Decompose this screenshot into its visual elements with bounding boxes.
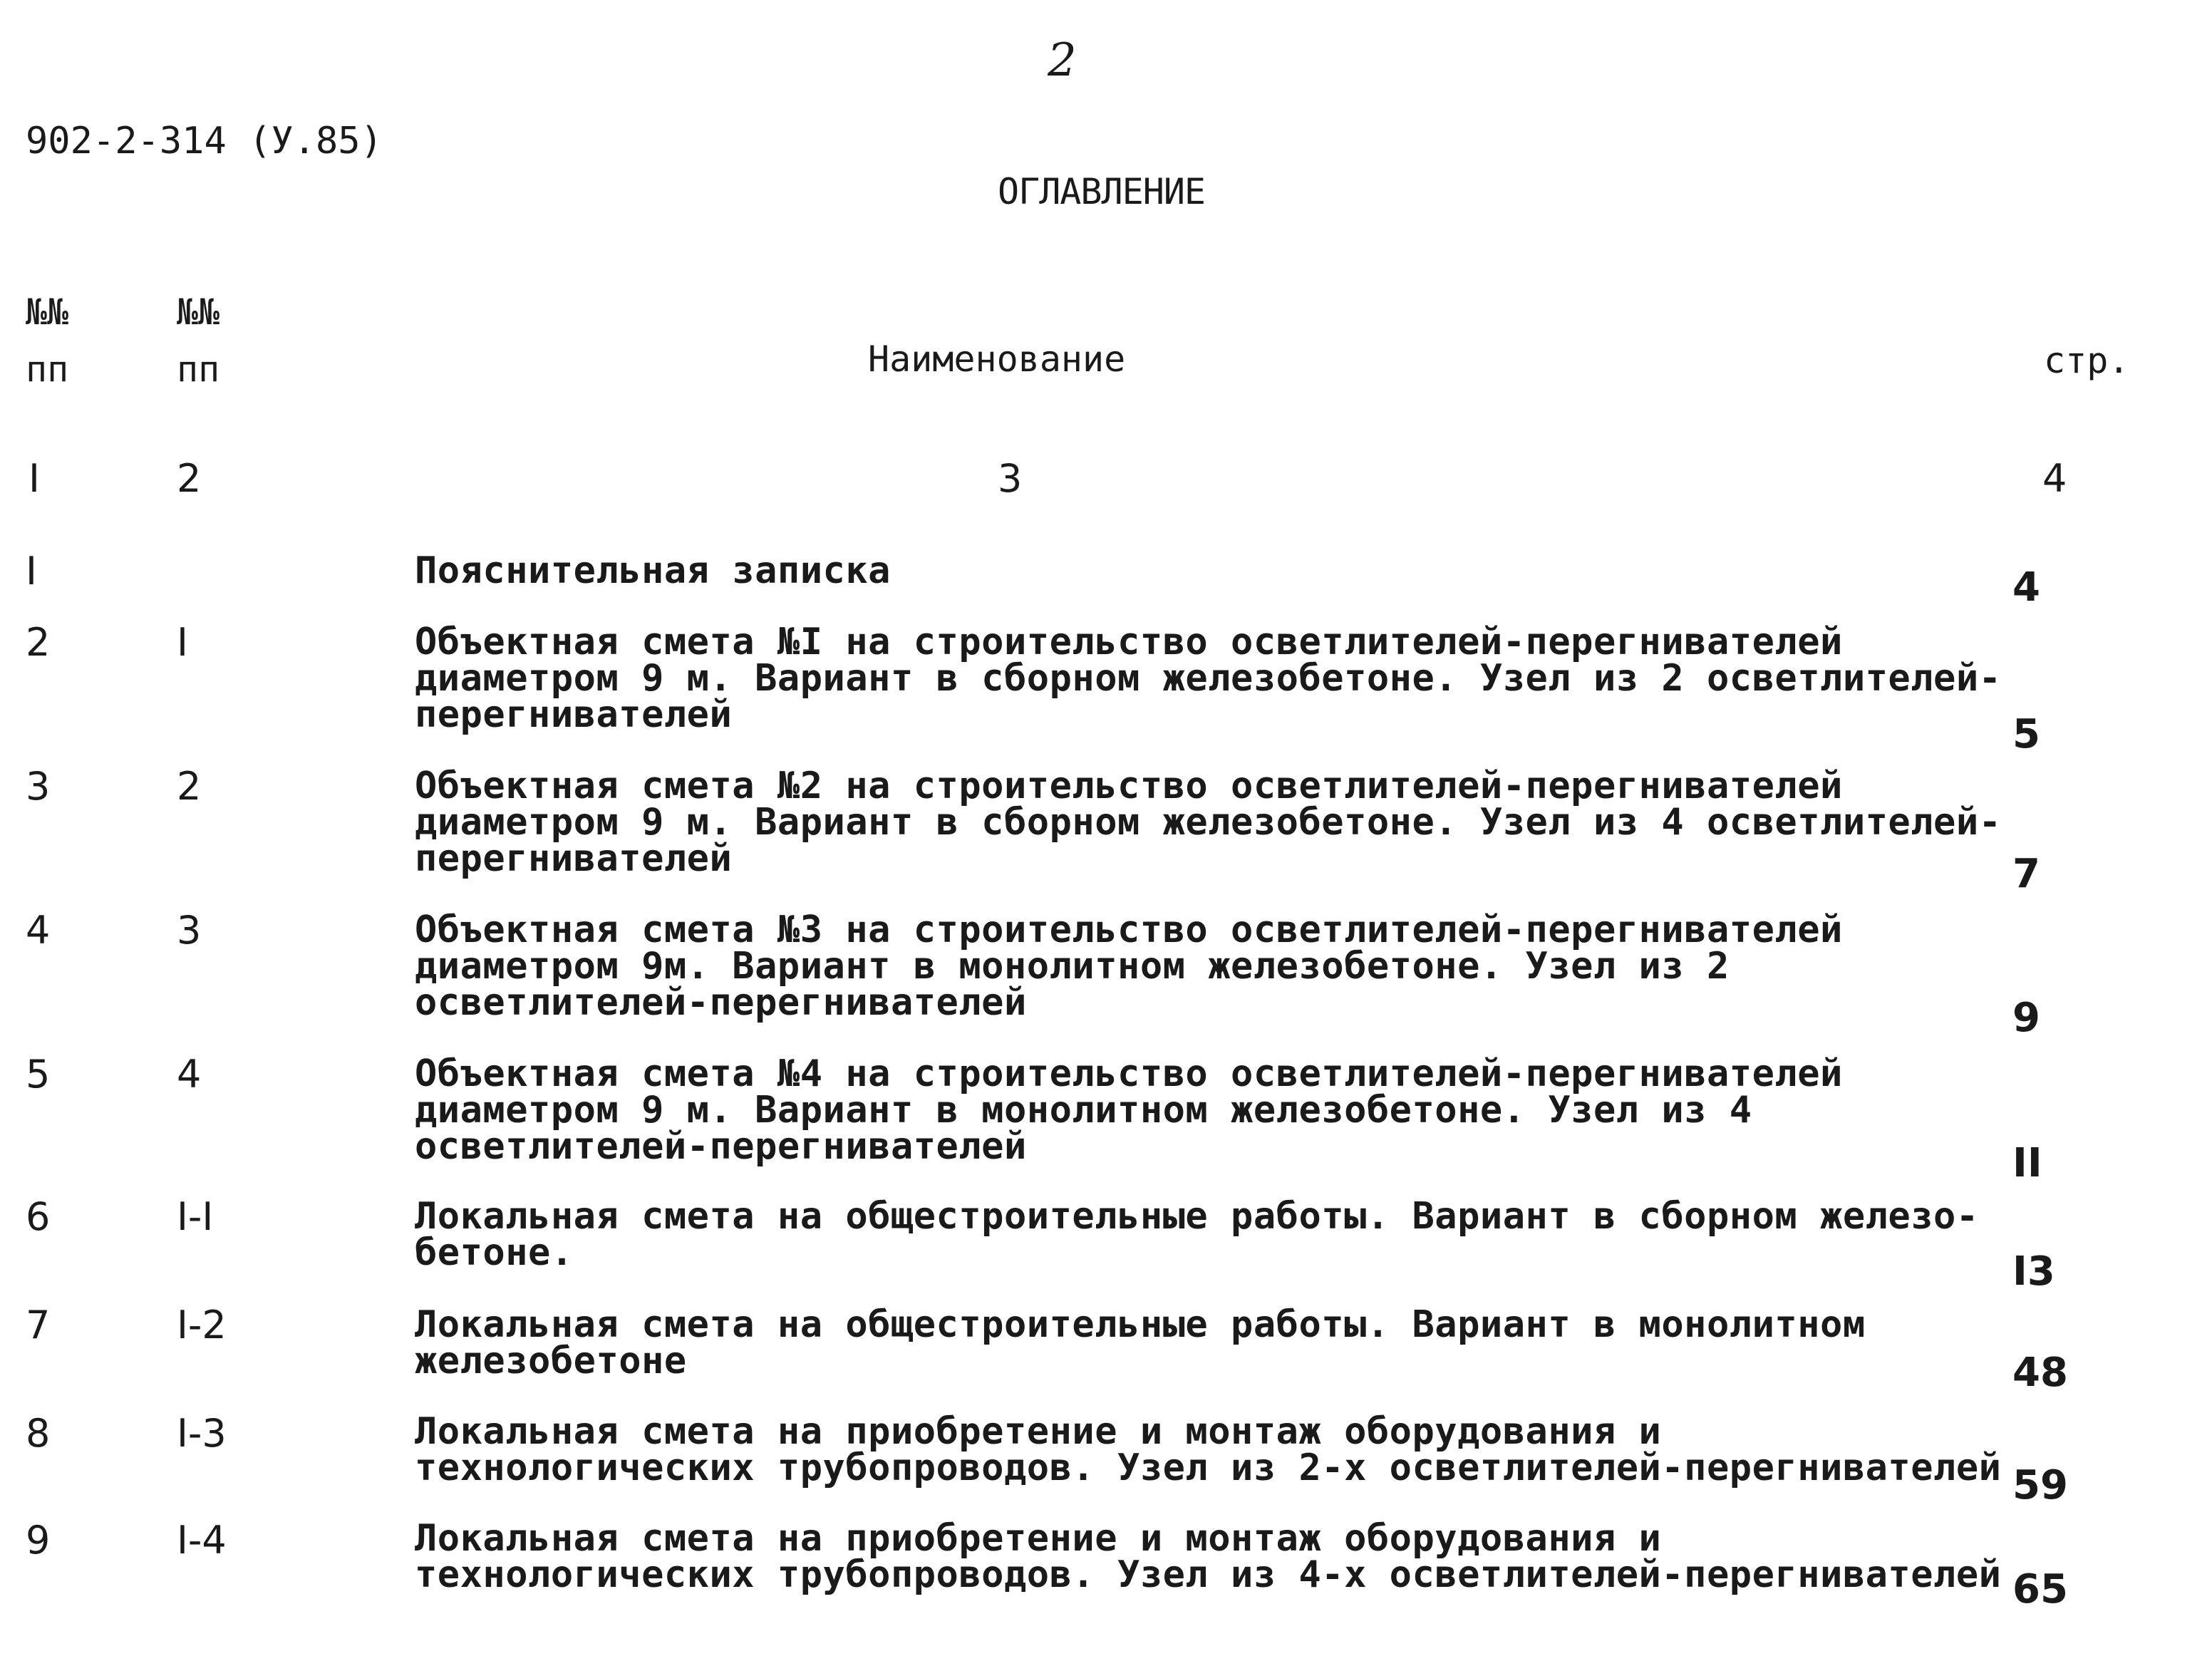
- row-subindex: 4: [177, 1052, 202, 1097]
- header-page: стр.: [2044, 340, 2130, 381]
- row-index: 5: [26, 1052, 51, 1097]
- row-page: 9: [2012, 995, 2040, 1041]
- header-name: Наименование: [868, 338, 1126, 380]
- column-number-3: 3: [998, 456, 1023, 501]
- row-index: 9: [26, 1518, 51, 1563]
- row-subindex: 3: [177, 908, 202, 953]
- header-col2: №№ пп: [177, 291, 220, 390]
- row-subindex: 2: [177, 764, 202, 809]
- row-title: Локальная смета на общестроительные работы. Вариант в монолитном железобетоне: [415, 1303, 1866, 1382]
- row-title: Локальная смета на приобретение и монтаж оборудования и технологических трубопроводов. Узел из 4-х осветлителей-перегнивателей: [415, 1517, 2002, 1596]
- row-title: Объектная смета №4 на строительство осветлителей-перегнивателей диаметром 9 м. Вариант в монолитном железобетоне. Узел из 4 осветлителей-перегнивателей: [415, 1052, 1843, 1168]
- row-title: Пояснительная записка: [415, 549, 891, 592]
- row-page: 65: [2012, 1566, 2068, 1613]
- document-code: 902-2-314 (У.85): [26, 120, 383, 162]
- row-title: Локальная смета на приобретение и монтаж оборудования и технологических трубопроводов. Узел из 2-х осветлителей-перегнивателей: [415, 1410, 2002, 1489]
- row-page: 4: [2012, 564, 2040, 611]
- page-number: 2: [1048, 34, 1077, 87]
- row-subindex: I-3: [177, 1411, 227, 1456]
- row-index: 7: [26, 1303, 51, 1347]
- row-title: Объектная смета №I на строительство осветлителей-перегнивателей диаметром 9 м. Вариант в сборном железобетоне. Узел из 2 осветлителей-перегнивателей: [415, 621, 2002, 736]
- row-page: 59: [2012, 1462, 2068, 1508]
- column-number-1: I: [29, 456, 40, 501]
- row-page: I3: [2012, 1248, 2055, 1295]
- row-index: I: [26, 549, 37, 594]
- row-title: Локальная смета на общестроительные работы. Вариант в сборном железо-бетоне.: [415, 1195, 1979, 1274]
- row-subindex: I-2: [177, 1303, 227, 1347]
- row-subindex: I-I: [177, 1194, 214, 1239]
- row-index: 3: [26, 764, 51, 809]
- row-title: Объектная смета №3 на строительство осветлителей-перегнивателей диаметром 9м. Вариант в монолитном железобетоне. Узел из 2 осветлителей-перегнивателей: [415, 909, 1843, 1024]
- row-page: 7: [2012, 851, 2040, 897]
- row-page: 48: [2012, 1350, 2068, 1396]
- row-title: Объектная смета №2 на строительство осветлителей-перегнивателей диаметром 9 м. Вариант в сборном железобетоне. Узел из 4 осветлителей-перегнивателей: [415, 765, 2002, 880]
- column-number-4: 4: [2042, 456, 2067, 501]
- row-subindex: I-4: [177, 1518, 227, 1563]
- row-index: 2: [26, 620, 51, 665]
- row-index: 8: [26, 1411, 51, 1456]
- row-index: 6: [26, 1194, 51, 1239]
- row-page: II: [2012, 1140, 2042, 1186]
- toc-title: ОГЛАВЛЕНИЕ: [998, 171, 1206, 212]
- header-col1: №№ пп: [26, 291, 69, 390]
- row-subindex: I: [177, 620, 188, 665]
- row-index: 4: [26, 908, 51, 953]
- row-page: 5: [2012, 711, 2040, 757]
- column-number-2: 2: [177, 456, 202, 501]
